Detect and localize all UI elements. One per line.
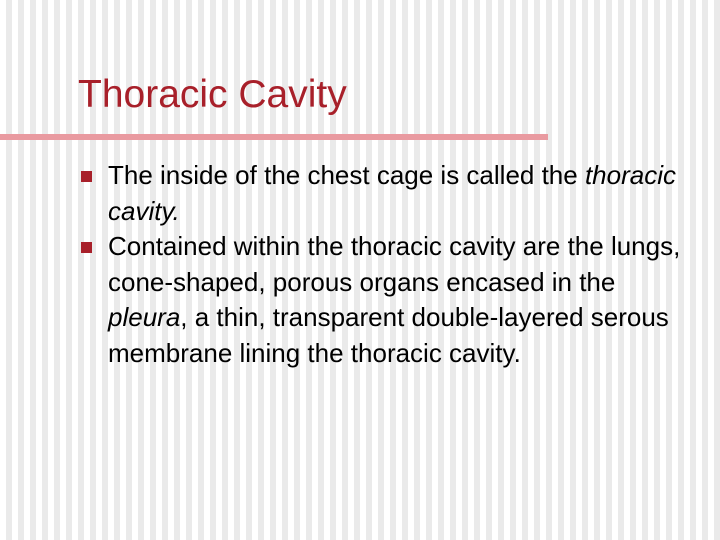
square-bullet-icon	[81, 242, 92, 253]
bullet-text: The inside of the chest cage is called the	[108, 160, 585, 190]
bullet-item	[78, 158, 698, 229]
slide-title: Thoracic Cavity	[78, 73, 347, 116]
bullet-emphasis: pleura	[108, 302, 181, 332]
bullet-list	[78, 158, 698, 371]
bullet-text-tail: , a thin, transparent double-layered serous membrane lining the thoracic cavity.	[108, 302, 669, 368]
title-underline-rule	[0, 134, 548, 140]
bullet-emphasis: thoracic cavity.	[108, 160, 676, 226]
bullet-text: Contained within the thoracic cavity are the lungs, cone-shaped, porous organs encased in the	[108, 231, 681, 297]
bullet-item	[78, 229, 698, 371]
square-bullet-icon	[81, 171, 92, 182]
